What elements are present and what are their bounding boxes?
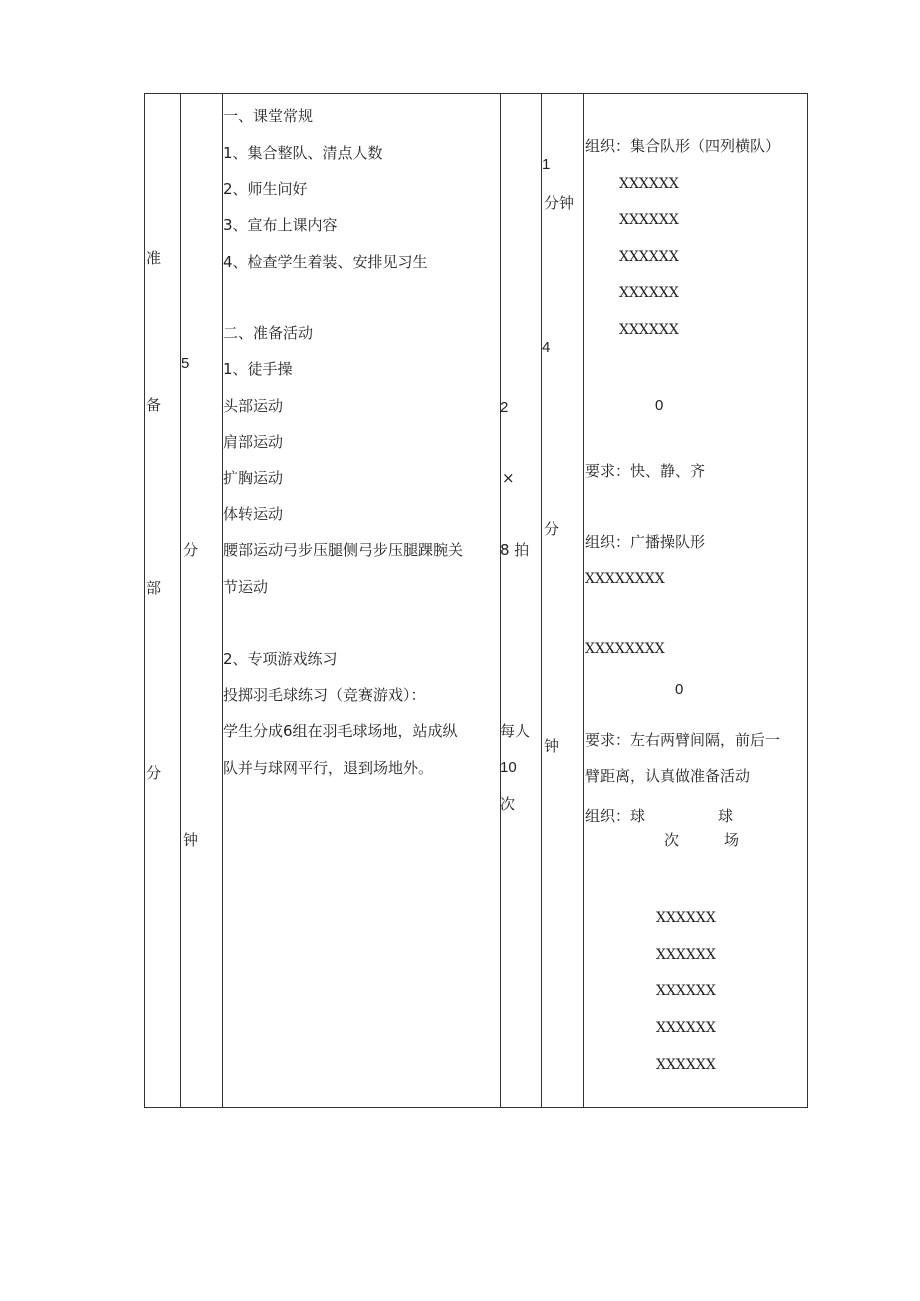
formation-row: XXXXXX	[656, 983, 716, 999]
section-char: 部	[146, 579, 162, 597]
formation-row: XXXXXX	[656, 947, 716, 963]
formation-row: XXXXXX	[656, 1057, 716, 1073]
court-label: 场	[724, 831, 740, 849]
formation-row: XXXXXX	[619, 285, 679, 301]
column-divider	[541, 94, 542, 1107]
section-char: 分	[146, 764, 162, 782]
duration-unit: 分钟	[544, 194, 575, 212]
section-char: 准	[146, 249, 162, 267]
reps-value: 每人	[500, 722, 531, 740]
content-line: 1、徒手操	[223, 360, 293, 378]
teacher-marker: 0	[675, 681, 684, 698]
content-line: 4、检查学生着装、安排见习生	[223, 253, 428, 271]
teacher-marker: 0	[655, 397, 664, 414]
formation-row: XXXXXX	[656, 1020, 716, 1036]
requirement-text: 臂距离，认真做准备活动	[585, 767, 751, 785]
duration-value: 1	[542, 156, 551, 173]
duration-value: 4	[542, 339, 551, 356]
requirement-text: 要求：快、静、齐	[585, 462, 706, 480]
times-sign: ×	[502, 469, 515, 487]
content-line: 腰部运动弓步压腿侧弓步压腿踝腕关	[223, 541, 464, 559]
court-label: 球	[718, 807, 734, 825]
content-line: 头部运动	[223, 397, 284, 415]
reps-value: 次	[500, 795, 516, 813]
content-line: 节运动	[223, 578, 269, 596]
requirement-text: 要求：左右两臂间隔，前后一	[585, 731, 781, 749]
duration-unit: 钟	[544, 737, 560, 755]
content-line: 体转运动	[223, 505, 284, 523]
formation-row: XXXXXXXX	[585, 641, 665, 657]
content-line: 一、课堂常规	[223, 107, 314, 125]
duration-unit: 分	[544, 520, 560, 538]
content-line: 肩部运动	[223, 433, 284, 451]
section-char: 备	[146, 396, 162, 414]
column-divider	[180, 94, 181, 1107]
formation-row: XXXXXX	[619, 249, 679, 265]
column-divider	[222, 94, 223, 1107]
column-divider	[500, 94, 501, 1107]
content-line: 二、准备活动	[223, 324, 314, 342]
content-line: 2、师生问好	[223, 180, 308, 198]
organization-text: 组织：球	[585, 807, 646, 825]
content-line: 学生分成6组在羽毛球场地，站成纵	[223, 722, 458, 740]
organization-text: 组织：广播操队形	[585, 533, 706, 551]
content-line: 3、宣布上课内容	[223, 216, 338, 234]
time-value: 5	[181, 355, 190, 372]
content-line: 2、专项游戏练习	[223, 650, 338, 668]
organization-text: 组织：集合队形（四列横队）	[585, 137, 781, 155]
court-label: 次	[664, 831, 680, 849]
column-divider	[583, 94, 584, 1107]
reps-value: 8 拍	[500, 541, 530, 559]
formation-row: XXXXXX	[619, 322, 679, 338]
reps-value: 10	[500, 759, 517, 776]
formation-row: XXXXXX	[619, 176, 679, 192]
time-unit: 钟	[183, 831, 199, 849]
content-line: 队并与球网平行，退到场地外。	[223, 759, 434, 777]
reps-value: 2	[500, 399, 509, 416]
content-line: 投掷羽毛球练习（竞赛游戏）：	[223, 686, 426, 704]
content-line: 1、集合整队、清点人数	[223, 144, 383, 162]
formation-row: XXXXXX	[656, 910, 716, 926]
formation-row: XXXXXXXX	[585, 571, 665, 587]
content-line: 扩胸运动	[223, 469, 284, 487]
time-unit: 分	[183, 541, 199, 559]
formation-row: XXXXXX	[619, 212, 679, 228]
